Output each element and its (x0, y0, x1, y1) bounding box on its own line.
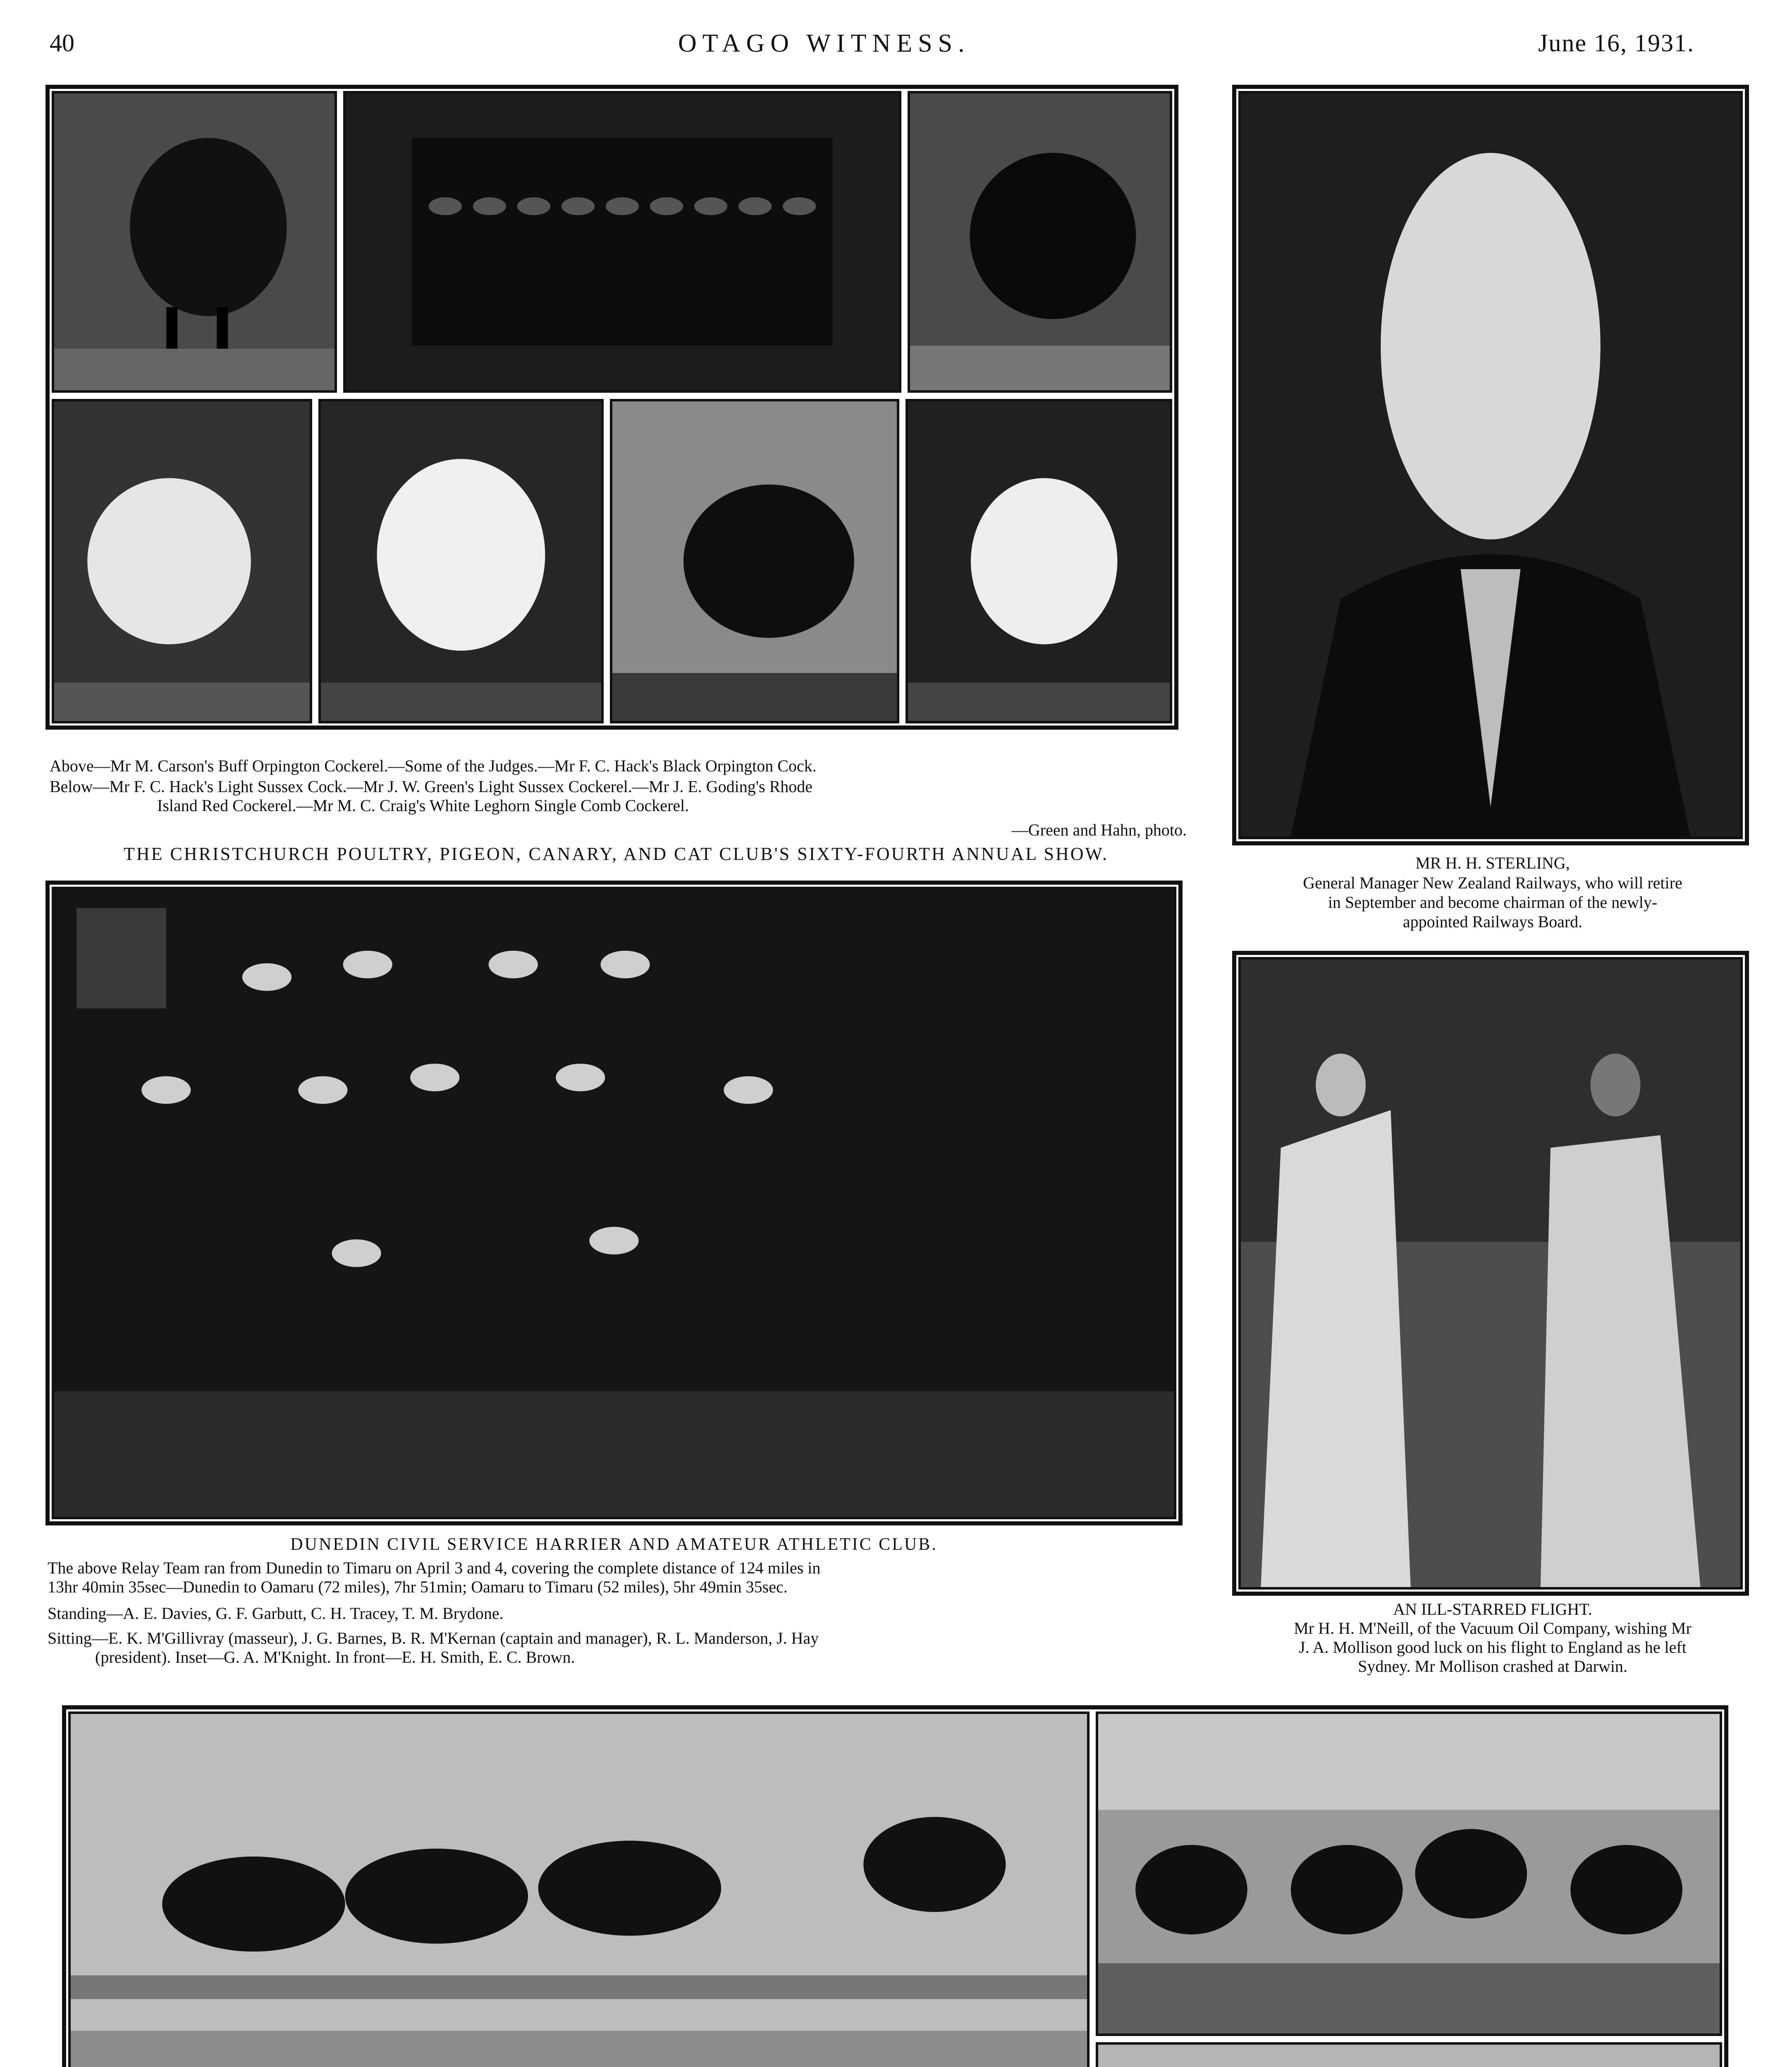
page-number: 40 (50, 29, 74, 57)
photo-black-orpington-cock (908, 91, 1172, 393)
harriers-sitting-1: Sitting—E. K. M'Gillivray (masseur), J. G. Barnes, B. R. M'Kernan (captain and manager), R. L. Manderson, J. Hay (48, 1629, 819, 1647)
dateline: June 16, 1931. (1538, 29, 1694, 57)
flight-caption-2: J. A. Mollison good luck on his flight to England as he left (1299, 1638, 1687, 1656)
photo-master-lu-returning (1096, 2042, 1722, 2067)
poultry-caption-above: Above—Mr M. Carson's Buff Orpington Cockerel.—Some of the Judges.—Mr F. C. Hack's Black Orpington Cock. (50, 757, 817, 775)
photo-mr-sterling (1238, 91, 1743, 839)
photo-relay-team (52, 887, 1176, 1519)
sterling-caption-3: appointed Railways Board. (1403, 912, 1583, 931)
poultry-title: THE CHRISTCHURCH POULTRY, PIGEON, CANARY, AND CAT CLUB'S SIXTY-FOURTH ANNUAL SHOW. (123, 844, 1109, 864)
flight-caption-1: Mr H. H. M'Neill, of the Vacuum Oil Company, wishing Mr (1294, 1619, 1692, 1637)
photo-light-sussex-cock (52, 399, 312, 723)
poultry-caption-below-2: Island Red Cockerel.—Mr M. C. Craig's White Leghorn Single Comb Cockerel. (157, 796, 689, 815)
photo-buff-orpington-cockerel (52, 91, 337, 393)
photo-hunt-club-cup (1096, 1711, 1722, 2036)
photo-white-leghorn-cockerel (906, 399, 1172, 723)
sterling-caption-1: General Manager New Zealand Railways, who will retire (1303, 874, 1682, 892)
flight-caption-3: Sydney. Mr Mollison crashed at Darwin. (1358, 1657, 1627, 1676)
harriers-standing: Standing—A. E. Davies, G. F. Garbutt, C. H. Tracey, T. M. Brydone. (48, 1604, 504, 1623)
photo-light-sussex-cockerel (318, 399, 604, 723)
photo-judges-group (343, 91, 901, 393)
sterling-name: MR H. H. STERLING, (1415, 854, 1570, 872)
poultry-caption-below-1: Below—Mr F. C. Hack's Light Sussex Cock.—Mr J. W. Green's Light Sussex Cockerel.—Mr J. E. Goding's Rhode (50, 777, 812, 796)
flight-title: AN ILL-STARRED FLIGHT. (1393, 1600, 1592, 1618)
photo-rhode-island-red-cockerel (610, 399, 899, 723)
harriers-title: DUNEDIN CIVIL SERVICE HARRIER AND AMATEUR ATHLETIC CLUB. (290, 1535, 938, 1554)
harriers-text-2: 13hr 40min 35sec—Dunedin to Oamaru (72 miles), 7hr 51min; Oamaru to Timaru (52 miles), 5hr 49min 35sec. (48, 1578, 788, 1596)
poultry-credit: —Green and Hahn, photo. (1011, 821, 1187, 839)
photo-remuera-hurdles (68, 1711, 1090, 2067)
sterling-caption-2: in September and become chairman of the newly- (1328, 893, 1658, 912)
masthead: OTAGO WITNESS. (678, 29, 970, 57)
harriers-text-1: The above Relay Team ran from Dunedin to Timaru on April 3 and 4, covering the complete distance of 124 miles in (48, 1559, 821, 1577)
harriers-sitting-2: (president). Inset—G. A. M'Knight. In front—E. H. Smith, E. C. Brown. (95, 1648, 575, 1666)
photo-mcneill-mollison-handshake (1238, 957, 1743, 1590)
